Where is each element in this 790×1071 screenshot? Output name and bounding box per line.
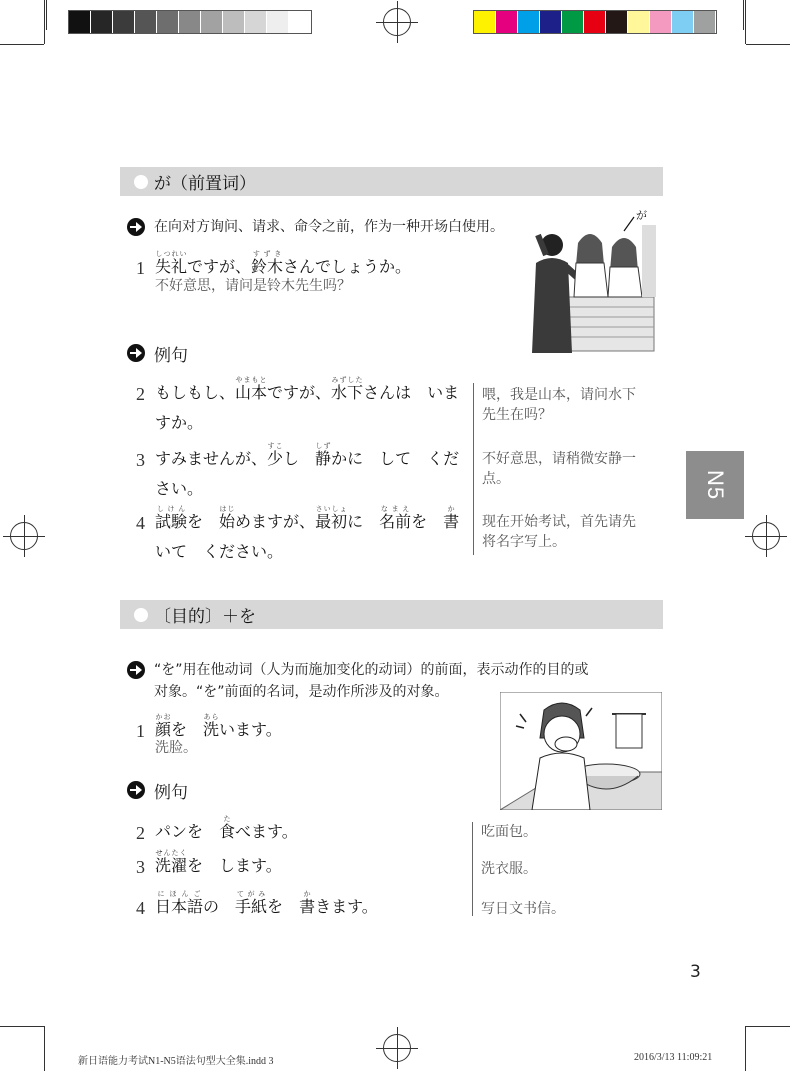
column-divider [473, 383, 474, 555]
color-swatch [267, 11, 289, 33]
examples-label: 例句 [154, 783, 188, 803]
example-number: 1 [136, 258, 145, 278]
arrow-right-icon [127, 781, 145, 799]
level-tab [686, 451, 744, 519]
arrow-right-icon [127, 344, 145, 362]
arrow-right-icon [127, 661, 145, 679]
examples-label: 例句 [154, 346, 188, 366]
crop-mark [44, 0, 45, 44]
example-translation: 洗衣服。 [481, 861, 537, 877]
color-swatch [584, 11, 606, 33]
color-swatch [135, 11, 157, 33]
hotel-reception-illustration [508, 205, 658, 355]
example-translation: 现在开始考试，首先请先 [482, 514, 636, 530]
color-swatch [694, 11, 716, 33]
section-header-ga [120, 167, 663, 196]
example-japanese: パンを 食たべます。 [155, 815, 298, 841]
example-japanese: 失礼しつれいですが、鈴木すずきさんでしょうか。 [155, 250, 412, 276]
color-swatch [223, 11, 245, 33]
crop-mark [746, 44, 790, 45]
example-translation: 吃面包。 [481, 824, 537, 840]
crop-mark [0, 44, 44, 45]
bullet-dot-icon [134, 175, 148, 189]
example-japanese: 洗濯せんたくを します。 [155, 849, 282, 875]
color-swatch [518, 11, 540, 33]
bullet-dot-icon [134, 608, 148, 622]
page-number: 3 [690, 962, 701, 982]
section-title: 〔目的〕＋を [154, 607, 256, 627]
usage-note: “を”用在他动词（人为而施加变化的动词）的前面，表示动作的目的或 [154, 662, 589, 678]
color-swatch [672, 11, 694, 33]
column-divider [472, 822, 473, 916]
usage-note: 对象。“を”前面的名词，是动作所涉及的对象。 [154, 684, 449, 700]
example-translation: 洗脸。 [155, 740, 197, 756]
example-translation: 不好意思，请问是铃木先生吗？ [155, 278, 351, 294]
color-swatch [201, 11, 223, 33]
example-number: 2 [136, 823, 145, 843]
color-swatch [91, 11, 113, 33]
example-number: 3 [136, 857, 145, 877]
example-number: 1 [136, 721, 145, 741]
color-swatch [289, 11, 311, 33]
example-japanese: 試験しけんを 始はじめますが、最初さいしょに 名前なまえを 書かいて ください。 [155, 505, 460, 561]
example-japanese: すみませんが、少すこし 静しずかに して ください。 [155, 442, 460, 498]
crop-mark [44, 1026, 45, 1071]
color-swatch [562, 11, 584, 33]
example-number: 4 [136, 513, 145, 533]
illustration-label: が [636, 209, 647, 222]
example-translation: 点。 [482, 471, 510, 487]
color-swatch [245, 11, 267, 33]
gray-color-bar [68, 10, 312, 34]
crop-mark [746, 1026, 790, 1027]
section-header-wo [120, 600, 663, 629]
color-swatch [113, 11, 135, 33]
washing-face-illustration [500, 692, 662, 810]
example-translation: 先生在吗？ [482, 407, 552, 423]
crop-mark [46, 0, 47, 30]
crop-mark [0, 1026, 44, 1027]
crop-mark [745, 0, 746, 44]
color-swatch [628, 11, 650, 33]
example-japanese: もしもし、山本やまもとですが、水下みずしたさんは いますか。 [155, 376, 460, 432]
footer-filename: 新日语能力考试N1-N5语法句型大全集.indd 3 [78, 1056, 274, 1067]
color-swatch [179, 11, 201, 33]
color-swatch [606, 11, 628, 33]
registration-mark [752, 522, 780, 550]
example-number: 3 [136, 450, 145, 470]
color-swatch [69, 11, 91, 33]
color-swatch [474, 11, 496, 33]
example-translation: 写日文书信。 [481, 901, 565, 917]
example-translation: 将名字写上。 [482, 534, 566, 550]
section-title: が（前置词） [154, 174, 256, 194]
color-swatch [157, 11, 179, 33]
registration-mark [383, 8, 411, 36]
crop-mark [743, 0, 744, 30]
color-swatch [496, 11, 518, 33]
usage-note: 在向对方询问、请求、命令之前，作为一种开场白使用。 [154, 219, 504, 235]
example-translation: 不好意思，请稍微安静一 [482, 451, 636, 467]
registration-mark [10, 522, 38, 550]
crop-mark [745, 1026, 746, 1071]
example-translation: 喂，我是山本，请问水下 [482, 387, 636, 403]
example-number: 4 [136, 898, 145, 918]
color-bar [473, 10, 717, 34]
arrow-right-icon [127, 218, 145, 236]
example-japanese: 日本語にほんごの 手紙てがみを 書かきます。 [155, 890, 378, 916]
color-swatch [650, 11, 672, 33]
level-tab-label: N5 [703, 469, 728, 501]
example-japanese: 顔かおを 洗あらいます。 [155, 713, 282, 739]
footer-timestamp: 2016/3/13 11:09:21 [634, 1052, 713, 1063]
registration-mark [383, 1034, 411, 1062]
color-swatch [540, 11, 562, 33]
example-number: 2 [136, 384, 145, 404]
